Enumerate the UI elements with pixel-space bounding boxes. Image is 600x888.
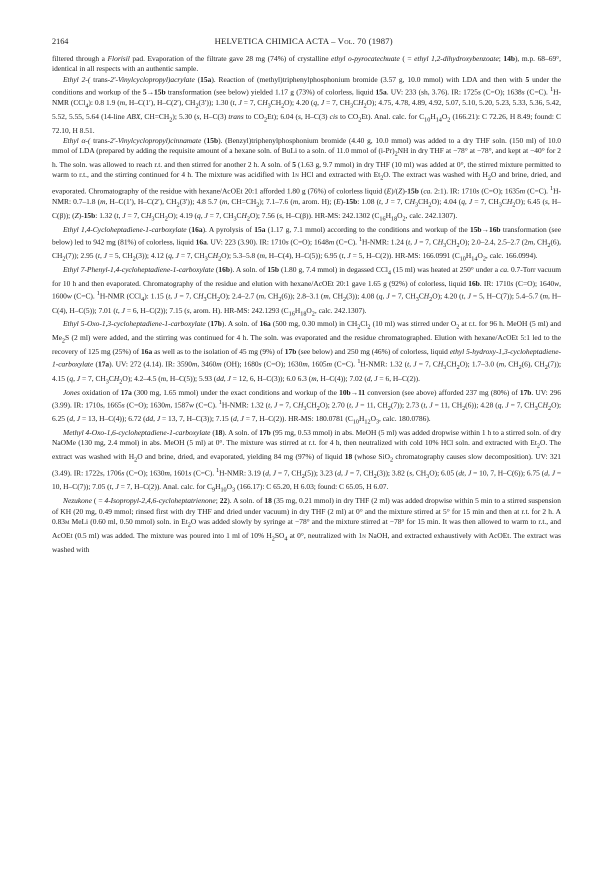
paragraph: filtered through a Florisil pad. Evaporation of the filtrate gave 28 mg (74%) of crystalline ethyl o-pyrocatechuate ( = ethyl 1,2-dihydroxybenzoate; 14b), m.p. 68–69°, identical in all respects with an authentic sample. (52, 54, 562, 74)
paragraph: Ethyl 5-Oxo-1,3-cycloheptadiene-1-carboxylate (17b). A soln. of 16a (500 mg, 0.30 mmol) in $CH_2Cl_2$ (10 ml) was stirred under $O_2$ at r.t. for 96 h. MeOH (5 ml) and $Me_2S$ (2 ml) were added, and the stirring was continued for 4 h. The soln. was evaporated and the residue chromatographed. Elution with hexane/AcOEt 5:1 led to the recovery of 125 mg (25%) of 16a as well as to the isolation of 45 mg (9%) of 17b (see below) and 250 mg (46%) of colorless, liquid ethyl 5-hydroxy-1,3-cycloheptadiene-1-carboxylate (17a). UV: 272 (4.14). IR: 3590m, 3460m (OH); 1680s (C=O); 1630m, 1605m (C=C). $^1$H-NMR: 1.32 (t, J = 7, $CH_3CH_2O$); 1.7–3.0 (m, $CH_2(6)$, $CH_2(7)$); 4.15 (q, J = 7, $CH_3CH_2O$); 4.2–4.5 (m, H–C(5)); 5.93 (dd, J = 12, 6, H–C(3)); 6.0 6.3 (m, H–C(4)); 7.02 (d, J = 6, H–C(2)). (52, 319, 562, 386)
paragraph: Ethyl 2-( trans-2′-Vinylcyclopropyl)acrylate (15a). Reaction of (methyl)triphenylphosphonium bromide (3.57 g, 10.0 mmol) with LDA and then with 5 under the conditions and workup of the 5→15b transformation (see below) yielded 1.17 g (73%) of colorless, liquid 15a. UV: 233 (sh, 3.76). IR: 1725s (C=O); 1638s (C=C). $^1$H-NMR (CCl$_4$): 0.8 1.9 (m, H–C(1′), H–C(2′), $CH_2(3')$); 1.30 (t, J = 7, $CH_3CH_2O$); 4.20 (q, J = 7, $CH_3CH_2O$); 4.75, 4.78, 4.89, 4.92, 5.07, 5.10, 5.20, 5.23, 5.33, 5.36, 5.42, 5.52, 5.55, 5.64 (14-line ABX, $CH=CH_2$); 5.30 (s, H–C(3) trans to $CO_2Et$); 6.04 (s, H–C(3) cis to $CO_2Et$). Anal. calc. for $C_{10}H_{14}O_2$ (166.21): C 72.26, H 8.49; found: C 72.10, H 8.51. (52, 74, 562, 135)
page-number: 2164 (52, 37, 69, 46)
paragraph: Ethyl 7-Phenyl-1,4-cycloheptadiene-1-carboxylate (16b). A soln. of 15b (1.80 g, 7.4 mmol) in degassed CCl$_4$ (15 ml) was heated at 250° under a ca. 0.7-Torr vacuum for 10 h and then evaporated. Chromatography of the residue and elution with hexane/AcOEt 20:1 gave 1.65 g (92%) of colorless, liquid 16b. IR: 1710s (C=O); 1640w, 1600w (C=C). $^1$H-NMR (CCl$_4$): 1.15 (t, J = 7, $CH_3CH_2O$); 2.4–2.7 (m, $CH_2(6)$); 2.8–3.1 (m, $CH_2(3)$); 4.08 (q, J = 7, $CH_3CH_2O$); 4.20 (t, J = 5, H–C(7)); 5.4–5.7 (m, H–C(4), H–C(5)); 7.01 (t, J = 6, H–C(2)); 7.15 (s, arom. H). HR-MS: 242.1293 ($C_{16}H_{18}O_2$, calc. 242.1307). (52, 265, 562, 318)
paragraph: Nezukone ( = 4-Isopropyl-2,4,6-cycloheptatrienone; 22). A soln. of 18 (35 mg, 0.21 mmol) in dry THF (2 ml) was added dropwise within 5 min to a stirred suspension of KH (20 mg, 0.49 mmol; rinsed first with dry THF and dried under vacuum) in dry THF (2 ml) at 0° and the mixture stirred at 5° for 15 min and then at r.t. for 2 h. A 0.83m MeLi (0.60 ml, 0.50 mmol) soln. in $Et_2O$ was added slowly by syringe at −78° and the mixture stirred at −78° for 15 min. It was then allowed to warm to r.t., and AcOEt (0.5 ml) was added. The mixture was poured into 1 ml of 10% $H_2SO_4$ at 0°, neutralized with 1n NaOH, and extracted exhaustively with AcOEt. The extract was washed with (52, 496, 561, 554)
running-head: HELVETICA CHIMICA ACTA – Vol. 70 (1987) (214, 36, 393, 46)
journal-page (52, 36, 561, 555)
paragraph: Jones oxidation of 17a (300 mg, 1.65 mmol) under the exact conditions and workup of the 10b→11 conversion (see above) afforded 237 mg (80%) of 17b. UV: 296 (3.99). IR: 1710s, 1665s (C=O); 1630m, 1587w (C=C). $^1$H-NMR: 1.32 (t, J = 7, $CH_3CH_2O$); 2.70 (t, J = 11, $CH_2(7)$); 2.73 (t, J = 11, $CH_2(6)$); 4.28 (q, J = 7, $CH_3CH_2O$); 6.25 (d, J = 13, H–C(4)); 6.72 (dd, J = 13, 7, H–C(3)); 7.15 (d, J = 7, H–C(2)). HR-MS: 180.0781 ($C_{10}H_{12}O_3$, calc. 180.0786). (52, 387, 562, 426)
page-header (52, 36, 561, 50)
article-body (52, 54, 561, 555)
paragraph: Ethyl α-( trans-2′-Vinylcyclopropyl)cinnamate (15b). (Benzyl)triphenylphosphonium bromide (4.40 g, 10.0 mmol) was added to a dry THF soln. (150 ml) of 10.0 mmol of LDA (prepared by adding the requisite amount of a hexane soln. of BuLi to a soln. of 11.0 mmol of $(i-Pr)_2NH$ in dry THF at −78° at −78°, and kept at −40° for 2 h. The soln. was allowed to reach r.t. and then stirred for another 2 h. A soln. of 5 (1.63 g, 9.7 mmol) in dry THF (10 ml) was added at 0°, the stirred mixture permitted to warm to r.t., and the stirring continued for 4 h. The mixture was acidified with 1n HCl and extracted with $Et_2O$. The extract was washed with $H_2O$ and brine, dried, and evaporated. Chromatography of the residue with hexane/AcOEt 20:1 afforded 1.80 g (76%) of colorless liquid (E)/(Z)-15b (ca. 2:1). IR: 1710s (C=O); 1635m (C=C). $^1$H-NMR: 0.7–1.8 (m, H–C(1′), H–C(2′), $CH_2(3')$); 4.8 5.7 (m, $CH=CH_2$); 7.1–7.6 (m, arom. H); (E)-15b: 1.08 (t, J = 7, $CH_3CH_2O$); 4.04 (q, J = 7, $CH_3CH_2O$); 6.45 (s, H–C(β)); (Z)-15b: 1.32 (t, J = 7, $CH_3CH_2O$); 4.19 (q, J = 7, $CH_3CH_2O$); 7.56 (s, H–C(β)). HR-MS: 242.1302 ($C_{16}H_{18}O_2$, calc. 242.1307). (52, 135, 561, 223)
paragraph: Ethyl 1,4-Cycloheptadiene-1-carboxylate (16a). A pyrolysis of 15a (1.17 g, 7.1 mmol) according to the conditions and workup of the 15b→16b transformation (see below) led to 942 mg (81%) of colorless, liquid 16a. UV: 223 (3.90). IR: 1710s (C=O); 1648m (C=C). $^1$H-NMR: 1.24 (t, J = 7, $CH_3CH_2O$); 2.0–2.4, 2.5–2.7 (2m, $CH_2(6)$, $CH_2(7)$); 2.95 (t, J = 5, $CH_2(3)$); 4.12 (q, J = 7, $CH_3CH_2O$); 5.3–5.8 (m, H–C(4), H–C(5)); 6.95 (t, J = 5, H–C(2)). HR-MS: 166.0991 ($C_{10}H_{14}O_2$, calc. 166.0994). (52, 224, 562, 263)
paragraph: Methyl 4-Oxo-1,6-cycloheptadiene-1-carboxylate (18). A soln. of 17b (95 mg, 0.53 mmol) in abs. MeOH (5 ml) was added dropwise within 1 h to a stirred soln. of dry NaOMe (130 mg, 2.4 mmol) in abs. MeOH (5 ml) at 0°. The mixture was stirred at r.t. for 4 h, then neutralized with cold 10% HCl soln. and extracted with $Et_2O$. The extract was washed with $H_2O$ and brine, dried, and evaporated, yielding 84 mg (97%) of liquid 18 (whose SiO$_2$ chromatography causes slow decomposition). UV: 321 (3.49). IR: 1722s, 1706s (C=O); 1630m, 1601s (C=C). $^1$H-NMR: 3.19 (d, J = 7, $CH_2(5)$); 3.23 (d, J = 7, $CH_2(3)$); 3.82 (s, $CH_3O$); 6.05 (dt, J = 10, 7, H–C(6)); 6.75 (d, J = 10, H–C(7)); 7.05 (t, J = 7, H–C(2)). Anal. calc. for $C_9H_{10}O_3$ (166.17): C 65.20, H 6.03; found: C 65.05, H 6.07. (52, 428, 562, 494)
